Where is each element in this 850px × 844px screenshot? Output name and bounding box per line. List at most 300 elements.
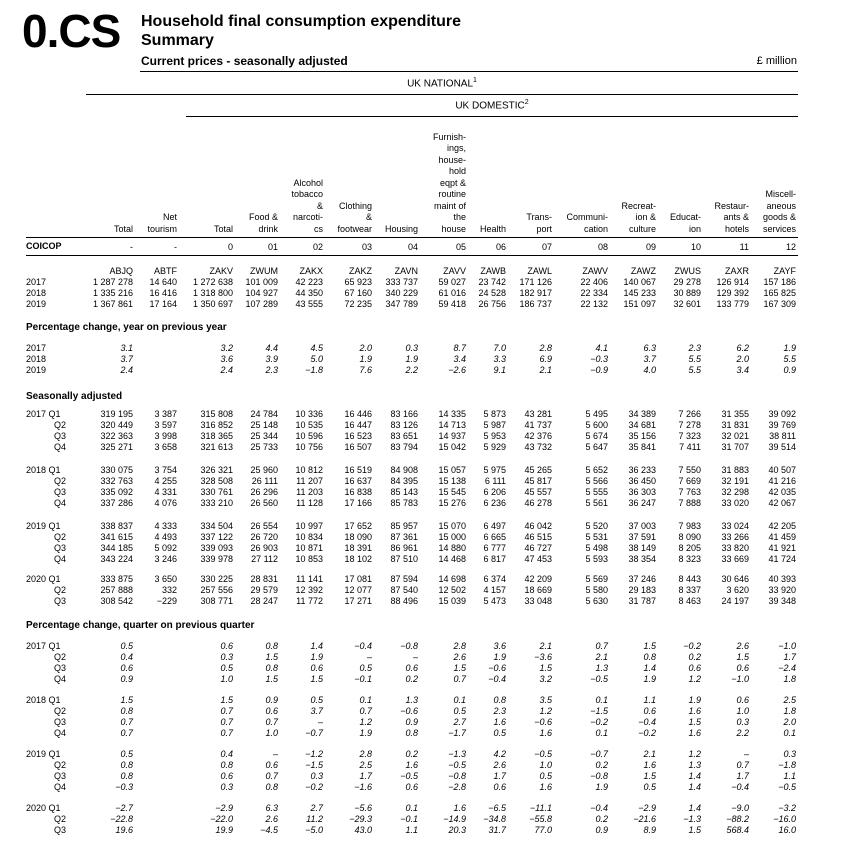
table-cell: 46 042 xyxy=(524,521,552,531)
row-label: Q2 xyxy=(54,585,67,595)
table-cell: 8 443 xyxy=(678,574,701,584)
table-cell: 4.4 xyxy=(265,343,278,353)
table-cell: 15 042 xyxy=(438,442,466,452)
column-header-abjq: Total xyxy=(113,223,133,234)
series-id: ZAWV xyxy=(582,266,608,276)
table-cell: 5 674 xyxy=(585,431,608,441)
table-cell: 6 665 xyxy=(483,532,506,542)
table-cell: 16.0 xyxy=(778,825,796,835)
table-cell: 83 651 xyxy=(390,431,418,441)
table-cell: −0.6 xyxy=(400,706,418,716)
table-cell: 47 453 xyxy=(524,554,552,564)
table-cell: −0.1 xyxy=(400,814,418,824)
table-cell: 43.0 xyxy=(354,825,372,835)
table-cell: 1.1 xyxy=(405,825,418,835)
table-cell: 6 111 xyxy=(484,476,506,486)
table-cell: 140 067 xyxy=(623,277,656,287)
row-label: 2018 Q1 xyxy=(26,695,61,705)
table-cell: 104 927 xyxy=(245,288,278,298)
section-heading: Percentage change, quarter on previous quarter xyxy=(26,620,255,631)
table-cell: 6.3 xyxy=(265,803,278,813)
table-cell: 339 978 xyxy=(200,554,233,564)
table-cell: 31 355 xyxy=(721,409,749,419)
table-cell: −1.0 xyxy=(731,674,749,684)
table-cell: 85 143 xyxy=(390,487,418,497)
row-label: 2017 xyxy=(26,343,47,353)
table-cell: 26 903 xyxy=(250,543,278,553)
table-cell: 333 737 xyxy=(385,277,418,287)
table-cell: 325 271 xyxy=(100,442,133,452)
table-cell: 0.7 xyxy=(736,760,749,770)
table-cell: 0.5 xyxy=(220,663,233,673)
row-label: Q4 xyxy=(54,442,67,452)
table-cell: 3 658 xyxy=(154,442,177,452)
table-cell: 10 812 xyxy=(295,465,323,475)
series-id: ABJQ xyxy=(109,266,133,276)
table-cell: 1.1 xyxy=(643,695,656,705)
table-cell: 10 756 xyxy=(295,442,323,452)
table-cell: 1.9 xyxy=(493,652,506,662)
table-cell: 7 763 xyxy=(678,487,701,497)
table-cell: 4.1 xyxy=(595,343,608,353)
table-cell: 2.3 xyxy=(265,365,278,375)
table-cell: −0.5 xyxy=(590,674,608,684)
table-cell: 20.3 xyxy=(448,825,466,835)
table-cell: 33 266 xyxy=(721,532,749,542)
table-cell: 0.6 xyxy=(736,695,749,705)
table-cell: 8 205 xyxy=(678,543,701,553)
table-code: 0.CS xyxy=(22,5,121,57)
table-cell: 16 637 xyxy=(344,476,372,486)
table-cell: 333 875 xyxy=(100,574,133,584)
table-cell: 3 246 xyxy=(154,554,177,564)
table-cell: 4 157 xyxy=(483,585,506,595)
table-cell: 5 593 xyxy=(585,554,608,564)
table-cell: 16 507 xyxy=(344,442,372,452)
coicop-rule-bottom xyxy=(26,255,798,256)
table-cell: −0.5 xyxy=(448,760,466,770)
table-cell: 0.4 xyxy=(120,652,133,662)
table-cell: 72 235 xyxy=(344,299,372,309)
column-header-zakv: Total xyxy=(213,223,233,234)
table-cell: 257 888 xyxy=(100,585,133,595)
table-cell: 321 613 xyxy=(200,442,233,452)
table-cell: 3.7 xyxy=(643,354,656,364)
table-cell: 1.5 xyxy=(643,641,656,651)
table-cell: 11 207 xyxy=(296,476,323,486)
table-cell: 126 914 xyxy=(716,277,749,287)
table-cell: 2.7 xyxy=(310,803,323,813)
table-cell: 11 772 xyxy=(296,596,323,606)
table-cell: 16 416 xyxy=(149,288,177,298)
table-cell: −1.0 xyxy=(778,641,796,651)
table-cell: 7.0 xyxy=(493,343,506,353)
row-label: Q3 xyxy=(54,431,67,441)
table-cell: −1.2 xyxy=(305,749,323,759)
table-cell: 42 223 xyxy=(295,277,323,287)
table-cell: 14 335 xyxy=(438,409,466,419)
table-cell: 34 389 xyxy=(628,409,656,419)
table-cell: 10 997 xyxy=(295,521,323,531)
table-cell: 1.0 xyxy=(539,760,552,770)
table-cell: 1 272 638 xyxy=(192,277,233,287)
table-cell: 1.2 xyxy=(688,674,701,684)
table-cell: 2.1 xyxy=(539,641,552,651)
table-cell: 5.5 xyxy=(688,354,701,364)
table-cell: 0.6 xyxy=(736,663,749,673)
table-cell: 10 871 xyxy=(295,543,323,553)
table-cell: 5 580 xyxy=(585,585,608,595)
table-cell: 0.6 xyxy=(310,663,323,673)
table-cell: 0.9 xyxy=(120,674,133,684)
table-cell: 330 075 xyxy=(100,465,133,475)
table-cell: 37 246 xyxy=(628,574,656,584)
table-cell: 15 039 xyxy=(438,596,466,606)
table-cell: 1.2 xyxy=(359,717,372,727)
table-cell: 2.8 xyxy=(359,749,372,759)
series-id: ZWUM xyxy=(250,266,278,276)
table-cell: 17 081 xyxy=(344,574,372,584)
table-cell: 107 289 xyxy=(245,299,278,309)
table-cell: 6 206 xyxy=(483,487,506,497)
table-cell: 26 554 xyxy=(250,521,278,531)
table-cell: −0.6 xyxy=(488,663,506,673)
row-label: Q3 xyxy=(54,825,67,835)
table-cell: 332 xyxy=(161,585,177,595)
table-cell: 341 615 xyxy=(100,532,133,542)
table-cell: 39 092 xyxy=(768,409,796,419)
table-cell: 38 149 xyxy=(628,543,656,553)
table-cell: 1.2 xyxy=(539,706,552,716)
coicop-rule-top xyxy=(26,237,798,238)
table-cell: 5 569 xyxy=(585,574,608,584)
table-cell: 1.4 xyxy=(688,803,701,813)
table-cell: 17 271 xyxy=(344,596,372,606)
table-cell: 4 255 xyxy=(154,476,177,486)
table-cell: 1.6 xyxy=(539,728,552,738)
table-cell: 5.0 xyxy=(310,354,323,364)
coicop-code: 03 xyxy=(361,242,372,252)
table-cell: 46 727 xyxy=(524,543,552,553)
table-cell: 4.2 xyxy=(493,749,506,759)
table-cell: 5 600 xyxy=(585,420,608,430)
table-cell: 1.6 xyxy=(643,760,656,770)
table-cell: 86 961 xyxy=(390,543,418,553)
table-cell: 43 555 xyxy=(295,299,323,309)
table-cell: 5 092 xyxy=(154,543,177,553)
table-cell: −2.7 xyxy=(115,803,133,813)
table-cell: 1.5 xyxy=(453,663,466,673)
table-cell: −1.6 xyxy=(354,782,372,792)
table-cell: 1.9 xyxy=(688,695,701,705)
table-cell: 0.5 xyxy=(453,706,466,716)
table-cell: 0.5 xyxy=(493,728,506,738)
section-heading: Percentage change, year on previous year xyxy=(26,322,227,333)
table-cell: 101 009 xyxy=(245,277,278,287)
table-cell: 25 733 xyxy=(250,442,278,452)
table-cell: 0.6 xyxy=(220,771,233,781)
table-cell: 0.9 xyxy=(405,717,418,727)
table-cell: 0.6 xyxy=(220,641,233,651)
table-cell: 88 496 xyxy=(390,596,418,606)
table-cell: 29 278 xyxy=(673,277,701,287)
table-cell: 2.3 xyxy=(493,706,506,716)
table-cell: −21.6 xyxy=(633,814,656,824)
row-label: Q4 xyxy=(54,782,67,792)
coicop-code: 06 xyxy=(495,242,506,252)
coicop-code: 12 xyxy=(785,242,796,252)
table-cell: 0.5 xyxy=(120,749,133,759)
table-cell: −29.3 xyxy=(349,814,372,824)
table-cell: – xyxy=(317,717,323,727)
table-cell: 0.7 xyxy=(120,717,133,727)
table-cell: −0.2 xyxy=(305,782,323,792)
table-cell: 7 888 xyxy=(678,498,701,508)
table-cell: 15 057 xyxy=(438,465,466,475)
table-cell: 83 166 xyxy=(390,409,418,419)
table-cell: 339 093 xyxy=(200,543,233,553)
table-cell: 3 754 xyxy=(154,465,177,475)
table-cell: 2.6 xyxy=(453,652,466,662)
coicop-code: 07 xyxy=(541,242,552,252)
table-cell: 5 953 xyxy=(483,431,506,441)
table-cell: 1.5 xyxy=(120,695,133,705)
table-cell: 43 281 xyxy=(524,409,552,419)
table-cell: 16 446 xyxy=(344,409,372,419)
table-cell: 31 787 xyxy=(628,596,656,606)
row-label: Q3 xyxy=(54,543,67,553)
table-cell: 0.1 xyxy=(359,695,372,705)
table-cell: 1.1 xyxy=(783,771,796,781)
table-cell: 24 784 xyxy=(250,409,278,419)
table-cell: 2.8 xyxy=(453,641,466,651)
table-cell: 182 917 xyxy=(519,288,552,298)
table-cell: – xyxy=(366,652,372,662)
table-cell: 0.2 xyxy=(405,674,418,684)
coicop-code: 08 xyxy=(597,242,608,252)
table-cell: 2.5 xyxy=(783,695,796,705)
table-cell: 41 216 xyxy=(768,476,796,486)
table-cell: 11.2 xyxy=(306,814,323,824)
table-cell: 9.1 xyxy=(493,365,506,375)
table-cell: 0.8 xyxy=(120,760,133,770)
table-cell: 25 960 xyxy=(250,465,278,475)
table-cell: 4 493 xyxy=(154,532,177,542)
table-cell: 45 265 xyxy=(524,465,552,475)
column-header-zwus: Educat- ion xyxy=(669,212,701,234)
row-label: Q3 xyxy=(54,663,67,673)
table-cell: −1.3 xyxy=(448,749,466,759)
table-cell: 10 336 xyxy=(295,409,323,419)
row-label: 2020 Q1 xyxy=(26,803,61,813)
table-cell: 14 698 xyxy=(438,574,466,584)
coicop-code: 04 xyxy=(407,242,418,252)
national-rule xyxy=(86,94,798,95)
row-label: 2019 xyxy=(26,299,47,309)
table-cell: 42 067 xyxy=(768,498,796,508)
table-cell: 41 459 xyxy=(768,532,796,542)
column-header-zaxr: Restaur- ants & hotels xyxy=(714,200,749,234)
table-cell: 26 756 xyxy=(478,299,506,309)
table-cell: 1.4 xyxy=(643,663,656,673)
table-cell: −0.2 xyxy=(638,728,656,738)
series-id: ZAXR xyxy=(724,266,749,276)
table-cell: 40 393 xyxy=(768,574,796,584)
table-cell: 5 495 xyxy=(585,409,608,419)
coicop-label: COICOP xyxy=(26,241,62,251)
table-cell: 0.8 xyxy=(120,771,133,781)
table-cell: 1.6 xyxy=(405,760,418,770)
table-cell: 16 447 xyxy=(344,420,372,430)
table-cell: 2.3 xyxy=(688,343,701,353)
table-cell: 59 027 xyxy=(438,277,466,287)
table-cell: 1.3 xyxy=(405,695,418,705)
table-cell: 0.5 xyxy=(120,641,133,651)
table-cell: 0.5 xyxy=(643,782,656,792)
column-header-zawv: Communi- cation xyxy=(566,212,608,234)
table-cell: 16 523 xyxy=(344,431,372,441)
table-cell: 39 348 xyxy=(768,596,796,606)
table-cell: 338 837 xyxy=(100,521,133,531)
table-cell: −1.8 xyxy=(305,365,323,375)
table-cell: −16.0 xyxy=(773,814,796,824)
table-cell: 0.7 xyxy=(265,717,278,727)
page-subtitle: Summary xyxy=(141,32,214,49)
table-cell: 7 266 xyxy=(678,409,701,419)
series-id: ZAVN xyxy=(394,266,418,276)
table-cell: 15 138 xyxy=(438,476,466,486)
series-id: ZAVV xyxy=(443,266,466,276)
table-cell: 7 411 xyxy=(679,442,701,452)
table-cell: 1.5 xyxy=(310,674,323,684)
table-cell: 46 515 xyxy=(524,532,552,542)
table-cell: 26 560 xyxy=(250,498,278,508)
table-cell: −2.8 xyxy=(448,782,466,792)
table-cell: 38 811 xyxy=(769,431,796,441)
table-cell: 0.2 xyxy=(405,749,418,759)
table-cell: 3 650 xyxy=(154,574,177,584)
table-cell: 36 450 xyxy=(628,476,656,486)
table-cell: 0.8 xyxy=(220,760,233,770)
table-cell: 0.6 xyxy=(265,706,278,716)
table-cell: 15 276 xyxy=(438,498,466,508)
table-cell: 318 365 xyxy=(200,431,233,441)
table-cell: 1 287 278 xyxy=(92,277,133,287)
table-cell: 3.7 xyxy=(310,706,323,716)
table-cell: 0.7 xyxy=(453,674,466,684)
table-cell: 6.2 xyxy=(736,343,749,353)
table-cell: 5 566 xyxy=(585,476,608,486)
table-cell: 4.5 xyxy=(310,343,323,353)
table-cell: 65 923 xyxy=(344,277,372,287)
table-cell: 0.6 xyxy=(688,663,701,673)
table-cell: 12 502 xyxy=(438,585,466,595)
table-cell: 2.1 xyxy=(643,749,656,759)
table-cell: 4.0 xyxy=(643,365,656,375)
table-cell: 31 883 xyxy=(721,465,749,475)
row-label: Q4 xyxy=(54,674,67,684)
table-cell: 0.8 xyxy=(120,706,133,716)
series-id: ZAWB xyxy=(480,266,506,276)
table-cell: 14 880 xyxy=(438,543,466,553)
table-cell: −0.5 xyxy=(534,749,552,759)
table-cell: 7 983 xyxy=(678,521,701,531)
table-cell: 31.7 xyxy=(488,825,506,835)
table-cell: 6 374 xyxy=(483,574,506,584)
coicop-code: 10 xyxy=(690,242,701,252)
table-cell: 22 334 xyxy=(580,288,608,298)
table-cell: 17 652 xyxy=(344,521,372,531)
table-cell: 0.7 xyxy=(120,728,133,738)
table-cell: −34.8 xyxy=(483,814,506,824)
table-cell: 8 323 xyxy=(678,554,701,564)
coicop-code: 11 xyxy=(739,242,749,252)
table-cell: −1.5 xyxy=(305,760,323,770)
table-cell: 1.5 xyxy=(220,695,233,705)
table-cell: 14 713 xyxy=(438,420,466,430)
table-cell: −0.7 xyxy=(590,749,608,759)
table-cell: 84 395 xyxy=(390,476,418,486)
row-label: Q2 xyxy=(54,814,67,824)
table-cell: 30 889 xyxy=(673,288,701,298)
series-id: ZAYF xyxy=(773,266,796,276)
row-label: Q3 xyxy=(54,771,67,781)
table-cell: 330 761 xyxy=(200,487,233,497)
coicop-code: 02 xyxy=(312,242,323,252)
table-cell: 87 510 xyxy=(390,554,418,564)
table-cell: −0.2 xyxy=(683,641,701,651)
table-cell: 330 225 xyxy=(200,574,233,584)
banner-uk-national xyxy=(86,77,798,89)
table-cell: 37 591 xyxy=(628,532,656,542)
table-cell: 167 309 xyxy=(763,299,796,309)
table-cell: −0.4 xyxy=(354,641,372,651)
banner-national-footnote: 1 xyxy=(473,77,477,84)
table-cell: 24 528 xyxy=(478,288,506,298)
table-cell: 8.7 xyxy=(453,343,466,353)
table-cell: −6.5 xyxy=(488,803,506,813)
table-cell: 31 707 xyxy=(721,442,749,452)
coicop-code: 05 xyxy=(455,242,466,252)
table-cell: 0.8 xyxy=(493,695,506,705)
table-cell: 1 367 861 xyxy=(92,299,133,309)
table-cell: 8.9 xyxy=(643,825,656,835)
row-label: Q4 xyxy=(54,554,67,564)
table-cell: 22 132 xyxy=(580,299,608,309)
table-cell: 1.9 xyxy=(595,782,608,792)
table-cell: 1.4 xyxy=(310,641,323,651)
table-cell: 7 550 xyxy=(678,465,701,475)
table-cell: 344 185 xyxy=(100,543,133,553)
table-cell: 5.5 xyxy=(688,365,701,375)
table-cell: 10 853 xyxy=(295,554,323,564)
table-cell: 5 498 xyxy=(585,543,608,553)
table-cell: 0.2 xyxy=(688,652,701,662)
table-cell: −0.6 xyxy=(534,717,552,727)
table-cell: 0.4 xyxy=(220,749,233,759)
table-cell: −1.7 xyxy=(448,728,466,738)
table-cell: 7.6 xyxy=(359,365,372,375)
table-cell: 0.7 xyxy=(220,717,233,727)
table-cell: 1 318 800 xyxy=(192,288,233,298)
table-cell: 2.0 xyxy=(736,354,749,364)
table-cell: 2.2 xyxy=(405,365,418,375)
table-cell: 10 834 xyxy=(295,532,323,542)
table-cell: 18 669 xyxy=(524,585,552,595)
row-label: Q2 xyxy=(54,420,67,430)
table-cell: 0.6 xyxy=(643,706,656,716)
table-cell: 33 024 xyxy=(721,521,749,531)
